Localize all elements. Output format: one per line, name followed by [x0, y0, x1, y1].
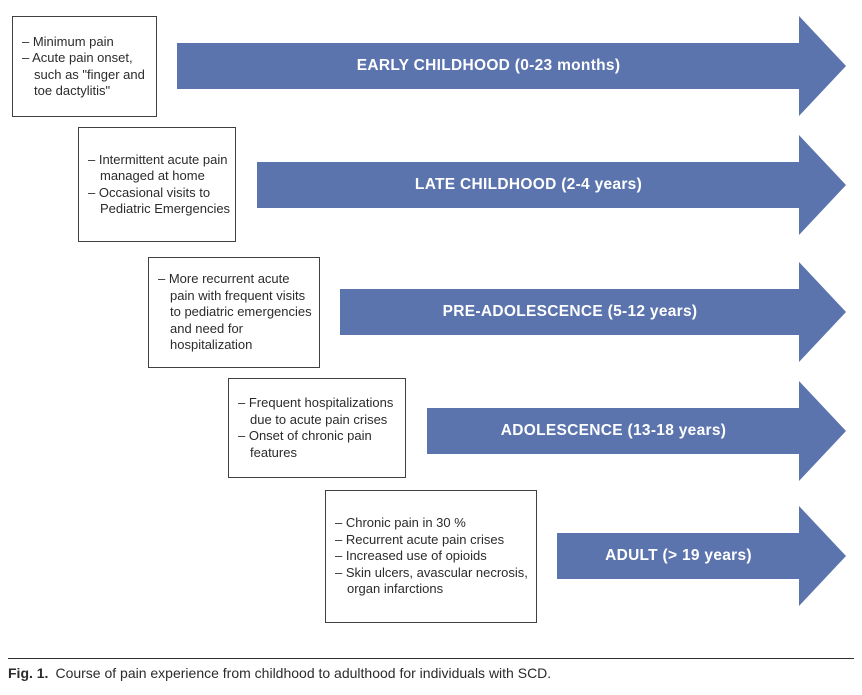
stage-arrow-adolescence — [427, 408, 800, 454]
stage-arrow-adult — [557, 533, 800, 579]
arrow-head-icon — [799, 135, 846, 235]
note-item: – Increased use of opioids — [335, 548, 487, 564]
stage-arrow-early-childhood — [177, 43, 800, 89]
note-box-adolescence — [228, 378, 406, 478]
stage-arrow-label: LATE CHILDHOOD (2-4 years) — [414, 176, 643, 193]
note-list — [335, 515, 532, 598]
note-item: – Acute pain onset, such as "finger and toe dactylitis" — [22, 50, 145, 98]
figure-caption — [8, 664, 854, 683]
note-box-late-childhood — [78, 127, 236, 242]
stage-arrow-late-childhood — [257, 162, 800, 208]
note-item: – Recurrent acute pain crises — [335, 531, 505, 547]
stage-arrow-pre-adolescence — [340, 289, 800, 335]
note-item: – More recurrent acute pain with frequent visits to pediatric emergencies and need for hospitalization — [158, 271, 312, 353]
note-box-early-childhood — [12, 16, 157, 117]
note-item: – Chronic pain in 30 % — [335, 515, 466, 531]
note-list — [22, 34, 152, 100]
note-item: – Occasional visits to Pediatric Emergencies — [88, 184, 231, 216]
note-item: – Skin ulcers, avascular necrosis, organ infarctions — [335, 564, 528, 597]
note-item: – Onset of chronic pain features — [238, 428, 372, 460]
note-item: – Frequent hospitalizations due to acute pain crises — [238, 395, 394, 427]
arrow-head-icon — [799, 262, 846, 362]
note-box-adult — [325, 490, 537, 623]
figure-caption-label: Fig. 1. — [8, 665, 49, 681]
note-box-pre-adolescence — [148, 257, 320, 368]
stage-arrow-label: PRE-ADOLESCENCE (5-12 years) — [442, 303, 698, 320]
stage-arrow-label: ADOLESCENCE (13-18 years) — [500, 422, 727, 439]
note-list — [88, 152, 231, 218]
arrow-head-icon — [799, 16, 846, 116]
arrow-head-icon — [799, 506, 846, 606]
note-item: – Intermittent acute pain managed at home — [88, 151, 228, 183]
stage-arrow-label: EARLY CHILDHOOD (0-23 months) — [356, 57, 621, 74]
arrow-head-icon — [799, 381, 846, 481]
figure-caption-text: Course of pain experience from childhood to adulthood for individuals with SCD. — [55, 665, 552, 681]
stage-arrow-label: ADULT (> 19 years) — [605, 547, 752, 564]
caption-divider — [8, 658, 854, 659]
note-item: – Minimum pain — [22, 33, 114, 49]
note-list — [238, 395, 401, 461]
note-list — [158, 271, 315, 354]
